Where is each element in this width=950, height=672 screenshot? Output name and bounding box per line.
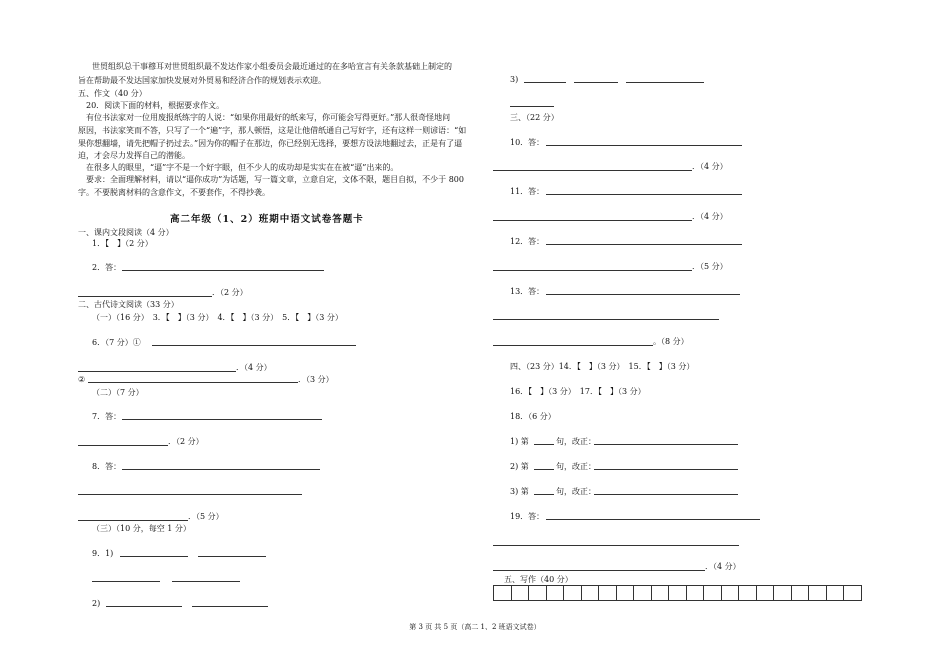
writing-cell[interactable] <box>774 585 792 601</box>
question-13-score: 。（8 分） <box>653 337 689 346</box>
question-7-label: 7．答： <box>92 412 122 421</box>
answer-line[interactable] <box>493 319 719 320</box>
answer-line[interactable] <box>88 382 298 383</box>
writing-cell[interactable] <box>512 585 530 601</box>
answer-line[interactable] <box>534 494 554 495</box>
question-7-score: ．（2 分） <box>168 437 204 446</box>
answer-line[interactable] <box>534 444 554 445</box>
writing-cell[interactable] <box>617 585 635 601</box>
question-6b-score: ．（3 分） <box>298 375 334 384</box>
writing-cell[interactable] <box>739 585 757 601</box>
writing-section-heading: 五、写作（40 分） <box>504 575 573 584</box>
answer-line[interactable] <box>493 345 653 346</box>
writing-cell[interactable] <box>704 585 722 601</box>
question-2-score: ．（2 分） <box>212 288 248 297</box>
writing-cell[interactable] <box>687 585 705 601</box>
answer-line[interactable] <box>192 606 268 607</box>
question-6a-score: ．（4 分） <box>236 363 272 372</box>
answer-line[interactable] <box>493 170 692 171</box>
writing-cell[interactable] <box>844 585 862 601</box>
material-line-4: 迫，才会尽力发挥自己的潜能。 <box>78 151 190 160</box>
answer-line[interactable] <box>78 494 302 495</box>
question-18-1-label: 1) 第 <box>510 437 529 446</box>
question-20: 20．阅读下面的材料，根据要求作文。 <box>86 101 225 110</box>
answer-sheet-title: 高二年级（1、2）班期中语文试卷答题卡 <box>170 214 364 225</box>
section-2-heading: 二、古代诗文阅读（33 分） <box>78 300 179 309</box>
requirement-line-1: 要求：全面理解材料，请以“逼你成功”为话题，写一篇文章，立意自定，文体不限，题目自拟，不少于 800 <box>86 175 464 184</box>
question-18-3-correction: 句，改正： <box>556 487 596 496</box>
question-12-label: 12．答： <box>510 237 545 246</box>
answer-line[interactable] <box>594 469 738 470</box>
section-3-heading: 三、（22 分） <box>510 113 559 122</box>
question-18-1-correction: 句，改正： <box>556 437 596 446</box>
writing-cell[interactable] <box>809 585 827 601</box>
question-18-2-label: 2) 第 <box>510 462 529 471</box>
answer-line[interactable] <box>78 445 168 446</box>
question-1: 1．【 】（2 分） <box>92 239 153 248</box>
writing-cell[interactable] <box>757 585 775 601</box>
answer-line[interactable] <box>78 371 236 372</box>
question-19-label: 19．答： <box>510 512 545 521</box>
page-footer: 第 3 页 共 5 页（高二 1、2 班语文试卷） <box>409 623 541 631</box>
writing-cell[interactable] <box>529 585 547 601</box>
answer-line[interactable] <box>546 519 760 520</box>
material-line-2: 原因，书法家笑而不答，只写了一个“遍”字，那人顿悟，这是让他借纸通自己写好字，还有这样一则谚语：“如 <box>78 126 467 135</box>
answer-line[interactable] <box>172 581 240 582</box>
answer-line[interactable] <box>493 570 705 571</box>
section-4-choices: 四、（23 分）14．【 】（3 分） 15．【 】（3 分） <box>510 362 695 371</box>
question-10-label: 10．答： <box>510 138 545 147</box>
answer-line[interactable] <box>120 556 188 557</box>
answer-line[interactable] <box>510 106 554 107</box>
section-1-heading: 一、课内文段阅读（4 分） <box>78 228 174 237</box>
passage-line-2: 旨在帮助最不发达国家加快发展对外贸易和经济合作的规划表示欢迎。 <box>78 76 326 85</box>
answer-line[interactable] <box>78 520 188 521</box>
answer-line[interactable] <box>122 419 322 420</box>
answer-line[interactable] <box>546 244 742 245</box>
answer-line[interactable] <box>106 606 182 607</box>
question-11-label: 11．答： <box>510 187 545 196</box>
question-6-label: 6．（7 分）① <box>92 338 141 347</box>
writing-cell[interactable] <box>722 585 740 601</box>
question-9-1-label: 9．1) <box>92 549 114 558</box>
question-8-label: 8．答： <box>92 462 122 471</box>
writing-cell[interactable] <box>564 585 582 601</box>
writing-grid[interactable] <box>493 585 862 601</box>
answer-line[interactable] <box>493 220 692 221</box>
section-5-heading: 五、作文（40 分） <box>78 89 147 98</box>
question-8-score: ．（5 分） <box>188 512 224 521</box>
question-12-score: ．（5 分） <box>692 262 728 271</box>
question-13-label: 13．答： <box>510 287 545 296</box>
section-2a-choices: （一）（16 分） 3．【 】（3 分） 4．【 】（3 分） 5．【 】（3 分） <box>92 313 343 322</box>
question-18-2-correction: 句，改正： <box>556 462 596 471</box>
answer-line[interactable] <box>626 82 704 83</box>
answer-line[interactable] <box>78 296 212 297</box>
question-18-3-label: 3) 第 <box>510 487 529 496</box>
answer-line[interactable] <box>198 556 266 557</box>
answer-line[interactable] <box>92 581 160 582</box>
answer-line[interactable] <box>594 494 738 495</box>
requirement-line-2: 字。不要脱离材料的含意作文，不要套作，不得抄袭。 <box>78 188 270 197</box>
writing-cell[interactable] <box>494 585 512 601</box>
answer-line[interactable] <box>493 545 739 546</box>
writing-cell[interactable] <box>582 585 600 601</box>
material-line-3: 果你想翻墙，请先把帽子扔过去。”因为你的帽子在那边，你已经别无选择，要想方设法地翻过去，正是有了逼 <box>78 139 463 148</box>
answer-line[interactable] <box>122 469 320 470</box>
question-19-score: ．（4 分） <box>705 562 741 571</box>
question-2-label: 2．答： <box>92 263 122 272</box>
answer-line[interactable] <box>546 194 742 195</box>
question-16-17-choices: 16．【 】（3 分） 17．【 】（3 分） <box>510 387 646 396</box>
answer-line[interactable] <box>594 444 738 445</box>
writing-cell[interactable] <box>669 585 687 601</box>
answer-line[interactable] <box>546 145 742 146</box>
answer-line[interactable] <box>534 469 554 470</box>
writing-cell[interactable] <box>599 585 617 601</box>
question-11-score: ．（4 分） <box>692 212 728 221</box>
answer-line[interactable] <box>152 345 356 346</box>
passage-line-1: 世贸组织总干事穆耳对世贸组织最不发达作家小组委员会最近通过的在多哈宣言有关条款基础上制定的 <box>92 62 452 71</box>
question-9-2-label: 2) <box>92 599 101 608</box>
question-6b-label: ② <box>78 375 86 384</box>
question-18-label: 18．（6 分） <box>510 412 556 421</box>
material-line-1: 有位书法家对一位用废报纸练字的人说：“如果你用最好的纸来写，你可能会写得更好。”那人很奇怪地问 <box>86 113 451 122</box>
question-10-score: ．（4 分） <box>692 162 728 171</box>
question-9-3-label: 3) <box>510 75 519 84</box>
answer-line[interactable] <box>546 294 740 295</box>
writing-cell[interactable] <box>827 585 845 601</box>
writing-cell[interactable] <box>547 585 565 601</box>
section-2b-heading: （二）（7 分） <box>92 388 144 397</box>
writing-cell[interactable] <box>652 585 670 601</box>
writing-cell[interactable] <box>634 585 652 601</box>
answer-line[interactable] <box>574 82 618 83</box>
writing-cell[interactable] <box>792 585 810 601</box>
answer-line[interactable] <box>493 270 692 271</box>
section-2c-heading: （三）（10 分，每空 1 分） <box>92 524 191 533</box>
material-line-5: 在很多人的眼里，“逼”字不是一个好字眼，但不少人的成功却是实实在在被“逼”出来的。 <box>86 163 399 172</box>
answer-line[interactable] <box>122 270 324 271</box>
answer-line[interactable] <box>524 82 566 83</box>
